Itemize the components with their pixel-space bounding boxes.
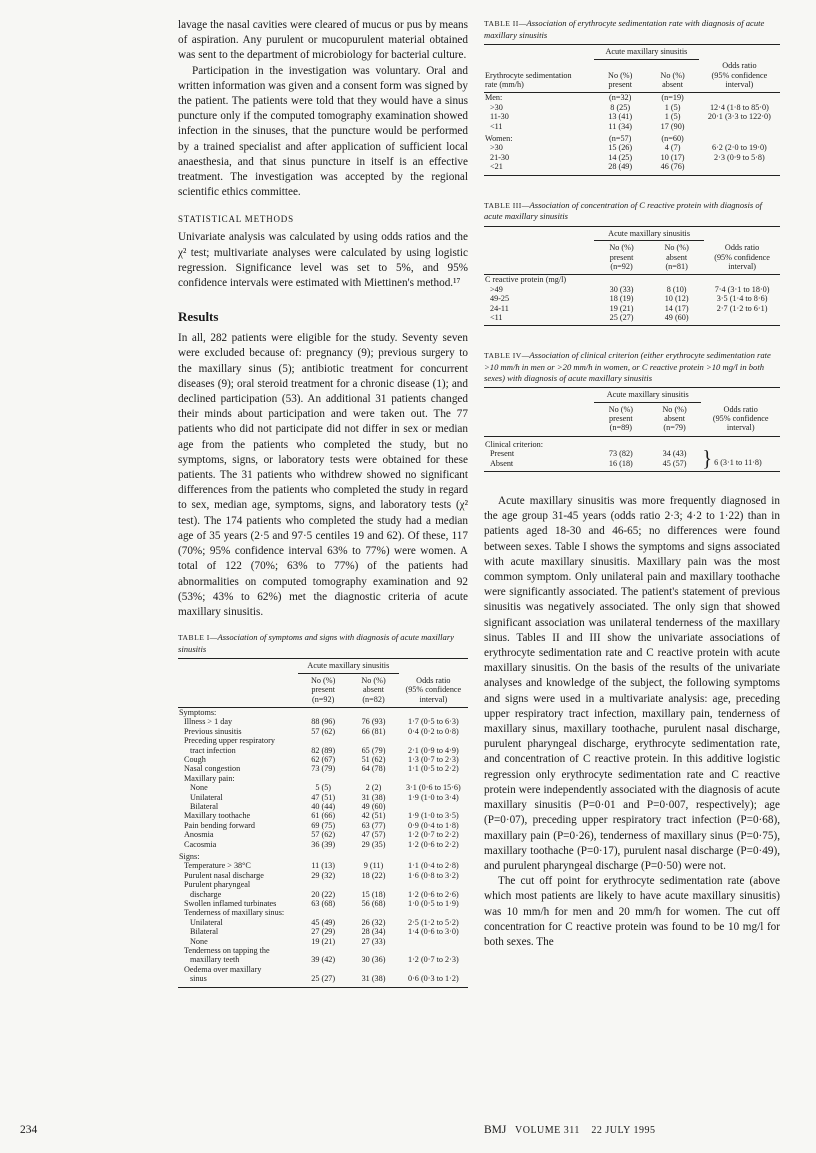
table1-cell-odds-ratio (399, 908, 468, 917)
table1-cell-absent: 29 (35) (361, 839, 386, 849)
table3-row-label: 49-25 (490, 294, 510, 304)
table1-row-label: discharge (190, 889, 222, 899)
table-row (484, 449, 780, 458)
table1-cell-present: 25 (27) (311, 974, 336, 984)
table4-caption (484, 350, 780, 383)
table-row (178, 974, 468, 983)
table3-cell-absent: 14 (17) (664, 303, 689, 313)
table1-cell-present (298, 849, 348, 861)
table-row (178, 840, 468, 849)
table1-cell-present: 19 (21) (311, 936, 336, 946)
table2-cell-absent: 4 (7) (664, 143, 681, 153)
table1-cell-odds-ratio: 1·6 (0·8 to 3·2) (407, 870, 459, 880)
table1-cell-present: 20 (22) (311, 889, 336, 899)
table3-cell-odds-ratio (704, 313, 780, 322)
table1-cell-absent: 15 (18) (361, 889, 386, 899)
table1-cell-absent: 49 (60) (361, 801, 386, 811)
table2-cell-odds-ratio: 20·1 (3·3 to 122·0) (707, 112, 771, 122)
table2 (484, 44, 780, 175)
table1-cell-odds-ratio: 1·2 (0·7 to 2·2) (407, 830, 459, 840)
table-row (178, 830, 468, 839)
statistical-methods-paragraph: Univariate analysis was calculated by using odds ratios and the χ² test; multivariate analyses were calculated by using logistic regression. Significance level was set to 5%, and 95% confidence intervals were estimated with Miettinen's method.¹⁷ (178, 231, 468, 290)
table1-cell-odds-ratio: 1·7 (0·5 to 6·3) (407, 717, 459, 727)
table1-cell-odds-ratio: 2·5 (1·2 to 5·2) (407, 917, 459, 927)
table1 (178, 658, 468, 987)
table1-row-label: Preceding upper respiratory (184, 736, 275, 746)
table1-cell-absent: 18 (22) (361, 870, 386, 880)
table1-cell-odds-ratio: 1·0 (0·5 to 1·9) (407, 899, 459, 909)
table2-group-header: Acute maxillary sinusitis (594, 45, 699, 59)
table2-cell-odds-ratio: 2·3 (0·9 to 5·8) (714, 152, 765, 162)
table1-cell-absent (348, 880, 398, 889)
table1-row-label: Tenderness on tapping the (184, 946, 270, 956)
table3-cell-absent: 10 (12) (664, 294, 689, 304)
table1-row-label: Cough (184, 754, 206, 764)
table1-col-present: No (%) present (n=92) (298, 673, 348, 707)
table3-cell-odds-ratio: 3·5 (1·4 to 8·6) (716, 294, 768, 304)
table2-cell-present: (n=57) (609, 133, 632, 143)
table1-cell-absent: 63 (77) (361, 820, 386, 830)
table1-col-odds-ratio: Odds ratio (95% confidence interval) (399, 673, 468, 707)
table1-cell-absent (348, 965, 398, 974)
table-row (178, 755, 468, 764)
table3-cell-present (594, 275, 649, 285)
table1-cell-odds-ratio (399, 849, 468, 861)
table1-row-label: Nasal congestion (184, 764, 241, 774)
table1-row-label: Maxillary toothache (184, 811, 251, 821)
table-row (178, 918, 468, 927)
table1-cell-present: 47 (51) (311, 792, 336, 802)
table1-row-label: Previous sinusitis (184, 726, 242, 736)
table2-col-present: No (%) present (594, 59, 646, 93)
table3-cell-present: 19 (21) (609, 303, 634, 313)
table1-cell-absent (348, 774, 398, 783)
table2-cell-absent: 1 (5) (664, 112, 681, 122)
table1-cell-present (298, 736, 348, 745)
table2-cell-present: (n=32) (609, 93, 632, 103)
table4-col-odds-ratio: Odds ratio (95% confidence interval) (701, 402, 780, 436)
table3-cell-odds-ratio: 2·7 (1·2 to 6·1) (716, 303, 768, 313)
table4-col-absent: No (%) absent (n=79) (648, 402, 702, 436)
table1-cell-absent: 28 (34) (361, 927, 386, 937)
table1-row-label: Unilateral (190, 917, 223, 927)
table-row (484, 112, 780, 121)
table1-group-header: Acute maxillary sinusitis (298, 659, 399, 673)
table-row (178, 774, 468, 783)
table2-cell-absent: (n=19) (661, 93, 684, 103)
table3-col-absent: No (%) absent (n=81) (649, 241, 704, 275)
table2-cell-absent: 17 (90) (660, 121, 685, 131)
table1-cell-present: 27 (29) (311, 927, 336, 937)
discussion-paragraph-2: The cut off point for erythrocyte sedimentation rate (above which most patients are likely to have acute maxillary sinusitis) was 10 mm/h for men and 20 mm/h for women. The cut off concentration for C reactive protein was found to be 10 mg/l for both sexes. The (484, 875, 780, 948)
table1-row-label: Illness > 1 day (184, 717, 233, 727)
table-row (178, 727, 468, 736)
intro-paragraph-1: lavage the nasal cavities were cleared of mucus or pus by means of aspiration. Any purulent or mucopurulent material obtained was sent to the department of microbiology for bacterial culture. (178, 19, 468, 62)
table1-cell-absent: 31 (38) (361, 792, 386, 802)
table1-cell-odds-ratio: 3·1 (0·6 to 15·6) (405, 783, 461, 793)
table1-cell-absent (348, 849, 398, 861)
table3-caption-text: —Association of concentration of C reactive protein with diagnosis of acute maxillary sinusitis (484, 199, 763, 222)
table-row (484, 93, 780, 103)
table4-cell-present: 73 (82) (608, 449, 633, 459)
table3-group-header: Acute maxillary sinusitis (594, 226, 704, 240)
table3-caption (484, 200, 780, 222)
table-row (484, 285, 780, 294)
table1-row-label: Cacosmia (184, 839, 217, 849)
table-row (178, 736, 468, 745)
table1-cell-odds-ratio: 2·1 (0·9 to 4·9) (407, 745, 459, 755)
table3-cell-present: 25 (27) (609, 313, 634, 322)
table1-cell-odds-ratio (399, 937, 468, 946)
table1-col-absent: No (%) absent (n=82) (348, 673, 398, 707)
table-row (484, 122, 780, 131)
table-row (178, 965, 468, 974)
table-row (178, 717, 468, 726)
table2-row-label: 21-30 (490, 152, 510, 162)
table2-col-absent: No (%) absent (646, 59, 698, 93)
table1-cell-odds-ratio: 1·3 (0·7 to 2·3) (407, 754, 459, 764)
table1-cell-present: 62 (67) (311, 754, 336, 764)
table-row (484, 294, 780, 303)
table4-caption-text: —Association of clinical criterion (either erythrocyte sedimentation rate >10 mm/h in men or >20 mm/h in women, or C reactive protein >10 mg/l in both sexes) with diagnosis of acute maxillary sinusitis (484, 350, 771, 383)
table3-row-label: >49 (490, 284, 503, 294)
table-row (178, 880, 468, 889)
table2-cell-present: 11 (34) (608, 121, 632, 131)
table2-col-odds-ratio: Odds ratio (95% confidence interval) (699, 59, 780, 93)
table1-cell-odds-ratio: 0·9 (0·4 to 1·8) (407, 820, 459, 830)
table4-cell-absent: 34 (43) (662, 449, 687, 459)
table1-cell-odds-ratio (399, 774, 468, 783)
table1-cell-present: 5 (5) (315, 783, 332, 793)
statistical-methods-heading: STATISTICAL METHODS (178, 214, 294, 225)
table1-row-label: Tenderness of maxillary sinus: (184, 908, 285, 918)
table1-cell-present: 88 (96) (311, 717, 336, 727)
table1-cell-absent: 26 (32) (361, 917, 386, 927)
table3-cell-absent (649, 275, 704, 285)
right-column (484, 18, 780, 950)
table1-cell-present: 69 (75) (311, 820, 336, 830)
table3-row-label: 24-11 (490, 303, 509, 313)
brace-glyph: } (702, 446, 713, 471)
table1-cell-present: 39 (42) (311, 955, 336, 965)
table2-cell-odds-ratio: 12·4 (1·8 to 85·0) (709, 102, 769, 112)
table1-cell-odds-ratio (399, 880, 468, 889)
table1-cell-absent: 76 (93) (361, 717, 386, 727)
table1-cell-odds-ratio: 1·4 (0·6 to 3·0) (407, 927, 459, 937)
table1-row-label: Bilateral (190, 801, 219, 811)
table2-row-header: Erythrocyte sedimentation rate (mm/h) (484, 59, 594, 93)
table2-cell-odds-ratio: 6·2 (2·0 to 19·0) (711, 143, 767, 153)
table1-cell-present (298, 774, 348, 783)
table3-cell-present: 18 (19) (609, 294, 634, 304)
table-row (178, 927, 468, 936)
table4-row-group: Clinical criterion: (485, 439, 543, 449)
table1-label: TABLE I (178, 633, 210, 643)
table-row (484, 143, 780, 152)
table2-row-label: 11-30 (490, 112, 509, 122)
table1-cell-odds-ratio: 1·2 (0·7 to 2·3) (407, 955, 459, 965)
table1-cell-absent: 9 (11) (363, 861, 384, 871)
table1-cell-present: 61 (66) (311, 811, 336, 821)
table1-cell-absent (348, 908, 398, 917)
table2-cell-present: 15 (26) (608, 143, 633, 153)
table3-row-label: C reactive protein (mg/l) (485, 275, 567, 285)
table2-cell-present: 14 (25) (608, 152, 633, 162)
table4-odds-ratio-value: 6 (3·1 to 11·8) (714, 457, 762, 467)
table1-caption-text: —Association of symptoms and signs with diagnosis of acute maxillary sinusitis (178, 632, 455, 654)
table1-cell-absent: 51 (62) (361, 754, 386, 764)
table2-cell-odds-ratio (699, 162, 780, 171)
table4-cell-present: 16 (18) (608, 458, 633, 468)
table-row (484, 131, 780, 143)
table3-body (484, 275, 780, 326)
table1-cell-present: 57 (62) (311, 830, 336, 840)
table4-odds-ratio-cell (701, 446, 780, 471)
table1-cell-odds-ratio (399, 946, 468, 955)
table1-cell-odds-ratio: 1·9 (1·0 to 3·4) (407, 792, 459, 802)
table4 (484, 387, 780, 472)
table1-row-label: Purulent pharyngeal (184, 880, 251, 890)
table2-row-label: <21 (490, 162, 503, 172)
table3-cell-absent: 8 (10) (666, 284, 687, 294)
table2-cell-absent: 10 (17) (660, 152, 685, 162)
table1-row-label: None (190, 783, 208, 793)
table1-cell-odds-ratio: 0·6 (0·3 to 1·2) (407, 974, 459, 984)
table1-cell-present (298, 880, 348, 889)
page-number: 234 (20, 1124, 38, 1136)
table1-cell-present: 73 (79) (311, 764, 336, 774)
table2-caption-text: —Association of erythrocyte sedimentation rate with diagnosis of acute maxillary sinusitis (484, 18, 765, 40)
intro-paragraph-2: Participation in the investigation was voluntary. Oral and written information was given and a consent form was signed by the patient. The patients were told that they would have a sinus puncture only if the computed tomography examination showed infection in the sinuses, that the puncture would be performed by a trained specialist and after application of sufficient local anaesthesia, and that sinus puncture in itself is an effective treatment. The investigation was accepted by the regional scientific ethics committee. (178, 64, 468, 199)
table2-label: TABLE II (484, 19, 519, 28)
table2-row-label: Men: (485, 93, 503, 103)
table-row (178, 937, 468, 946)
table1-cell-odds-ratio (399, 965, 468, 974)
table1-cell-present: 82 (89) (311, 745, 336, 755)
table3-label: TABLE III (484, 200, 522, 210)
discussion-paragraph-1: Acute maxillary sinusitis was more frequently diagnosed in the age group 31-45 years (odds ratio 2·3; 4·2 to 1·22) than in patients aged 18-30 and 46-65; no differences were found between sexes. Table I shows the symptoms and signs associated with acute maxillary sinusitis. Maxillary pain was the most common symptom. Only unilateral pain and maxillary toothache were significantly associated. The patient's statement of previous sinusitis was negatively associated. The only sign that showed significant association was unilateral tenderness of the maxillary sinus. Tables II and III show the univariate associations of erythrocyte sedimentation rate and C reactive protein with acute maxillary sinusitis. On the basis of the results of the univariate analyses and knowledge of the subject, the following symptoms and signs were used in a multivariate analysis: age, preceding upper respiratory tract infection, maxillary pain, tenderness of maxillary sinus, maxillary toothache, purulent nasal discharge, purulent pharyngeal discharge, erythrocyte sedimentation rate, and concentration of C reactive protein. In this additive logistic regression only erythrocyte sedimentation rate and C reactive protein were independently associated with the diagnosis of acute maxillary sinusitis (P=0·01 and P=0·007, respectively); age (P=0·07), preceding upper respiratory tract infection (P=0·68), maxillary pain (P=0·26), tenderness of maxillary sinus (P=0·75), maxillary toothache (P=0·17), purulent nasal discharge (P=0·49), and purulent pharyngeal discharge (P=0·50) were not. (484, 495, 780, 872)
table-row (178, 899, 468, 908)
table1-cell-odds-ratio (399, 802, 468, 811)
table-row (484, 162, 780, 171)
table1-cell-present (298, 707, 348, 717)
table1-row-label: tract infection (190, 745, 236, 755)
table-row (484, 313, 780, 322)
table1-row-label: Purulent nasal discharge (184, 870, 264, 880)
table4-label: TABLE IV (484, 351, 522, 361)
table-row (178, 946, 468, 955)
table1-cell-present: 11 (13) (311, 861, 335, 871)
table1-row-label: Symptoms: (179, 707, 217, 717)
table2-cell-odds-ratio (699, 93, 780, 103)
table2-cell-absent: 46 (76) (660, 162, 685, 172)
table1-row-label: sinus (190, 974, 207, 984)
table1-cell-absent: 66 (81) (361, 726, 386, 736)
left-column (178, 18, 468, 988)
table3-col-odds-ratio: Odds ratio (95% confidence interval) (704, 241, 780, 275)
journal-date: 22 JULY 1995 (591, 1125, 656, 1136)
table1-row-label: Temperature > 38°C (184, 861, 251, 871)
table4-body (484, 436, 780, 471)
table-row (178, 849, 468, 861)
table-row (178, 811, 468, 820)
table2-body (484, 93, 780, 175)
table4-cell-absent: 45 (57) (662, 458, 687, 468)
table-row (178, 793, 468, 802)
table1-cell-absent: 64 (78) (361, 764, 386, 774)
table3-col-present: No (%) present (n=92) (594, 241, 649, 275)
table-row (484, 304, 780, 313)
table3-row-label: <11 (490, 313, 503, 322)
table3-cell-present: 30 (33) (609, 284, 634, 294)
table1-cell-present: 63 (68) (311, 899, 336, 909)
journal-footer (484, 1124, 655, 1136)
table1-cell-odds-ratio: 1·2 (0·6 to 2·6) (407, 889, 459, 899)
table1-row-label: Pain bending forward (184, 820, 255, 830)
table-row (178, 746, 468, 755)
table1-cell-absent: 42 (51) (361, 811, 386, 821)
table2-cell-odds-ratio (699, 131, 780, 143)
table3-cell-odds-ratio (704, 275, 780, 285)
table1-row-label: Swollen inflamed turbinates (184, 899, 277, 909)
table1-row-label: Signs: (179, 852, 200, 862)
table1-cell-present: 36 (39) (311, 839, 336, 849)
results-paragraph: In all, 282 patients were eligible for the study. Seventy seven were excluded because of: pregnancy (9); previous surgery to the maxillary sinus (5); antibiotic treatment for concurrent diseases (9); oral steroid treatment for a chronic disease (1); and declined participation (53). An additional 31 patients changed their minds about participation and were taken out. The 77 patients who did not participate did not differ in sex or median age from the patients who completed the study, but no symptoms, signs, or laboratory tests were obtained for these patients. The 31 patients who withdrew showed no significant differences from the patients who completed the study in regard to sex, median age, symptoms, signs, and laboratory tests (χ² test). The 174 patients who completed the study had a median age of 35 years (2·5 and 97·5 centiles 19 and 62). Of these, 117 (70%; 95% confidence interval 63% to 77%) were women. A total of 122 (70%; 63% to 77%) of the patients had abnormalities on computed tomography examination and 92 (53%; 43% to 62%) met the diagnostic criteria of acute maxillary sinusitis. (178, 332, 468, 618)
journal-volume: VOLUME 311 (515, 1125, 580, 1136)
table4-col-present: No (%) present (n=89) (594, 402, 648, 436)
table1-cell-present: 40 (44) (311, 801, 336, 811)
table3-cell-absent: 49 (60) (664, 313, 689, 322)
table1-row-label: Oedema over maxillary (184, 964, 262, 974)
table2-row-label: >30 (490, 102, 503, 112)
table-row (178, 707, 468, 717)
table-row (178, 955, 468, 964)
table1-cell-absent: 65 (79) (361, 745, 386, 755)
table2-cell-present: 8 (25) (610, 102, 631, 112)
table1-cell-odds-ratio (399, 707, 468, 717)
table2-row-label: Women: (485, 133, 513, 143)
table1-cell-absent: 56 (68) (361, 899, 386, 909)
table4-group-header: Acute maxillary sinusitis (594, 388, 701, 402)
table1-cell-odds-ratio: 1·1 (0·4 to 2·8) (407, 861, 459, 871)
table1-row-label: Bilateral (190, 927, 219, 937)
table1-cell-present: 29 (32) (311, 870, 336, 880)
table1-cell-absent: 47 (57) (361, 830, 386, 840)
table1-cell-absent: 2 (2) (365, 783, 382, 793)
table1-cell-absent (348, 736, 398, 745)
table-row (178, 764, 468, 773)
results-heading: Results (178, 309, 219, 325)
journal-name: BMJ (484, 1124, 507, 1136)
table-row (178, 821, 468, 830)
table-row (484, 103, 780, 112)
table2-cell-present: 13 (41) (608, 112, 633, 122)
table1-row-label: None (190, 936, 208, 946)
table2-row-label: <11 (490, 121, 503, 131)
table1-cell-absent: 30 (36) (361, 955, 386, 965)
table2-row-label: >30 (490, 143, 503, 153)
table2-cell-absent: 1 (5) (664, 102, 681, 112)
table-row (178, 890, 468, 899)
table2-cell-odds-ratio (699, 122, 780, 131)
table1-cell-odds-ratio: 1·1 (0·5 to 2·2) (407, 764, 459, 774)
table1-cell-present: 45 (49) (311, 917, 336, 927)
table1-row-label: maxillary teeth (190, 955, 240, 965)
table1-row-label: Maxillary pain: (184, 773, 235, 783)
table-row (484, 153, 780, 162)
table1-caption (178, 632, 468, 654)
table1-cell-odds-ratio (399, 736, 468, 745)
table1-row-label: Anosmia (184, 830, 214, 840)
table1-row-label: Unilateral (190, 792, 223, 802)
table-row (178, 783, 468, 792)
table1-cell-odds-ratio: 1·9 (1·0 to 3·5) (407, 811, 459, 821)
table1-cell-odds-ratio: 1·2 (0·6 to 2·2) (407, 839, 459, 849)
table1-body (178, 707, 468, 987)
table4-row-label: Present (490, 449, 515, 459)
table1-cell-absent (348, 707, 398, 717)
table1-cell-absent: 27 (33) (361, 936, 386, 946)
table3-cell-odds-ratio: 7·4 (3·1 to 18·0) (714, 284, 770, 294)
table1-cell-present: 57 (62) (311, 726, 336, 736)
table1-cell-present (298, 946, 348, 955)
table2-cell-absent: (n=60) (661, 133, 684, 143)
table1-cell-present (298, 908, 348, 917)
table-row (178, 861, 468, 870)
table1-cell-absent: 31 (38) (361, 974, 386, 984)
table-row (178, 908, 468, 917)
table2-caption (484, 18, 780, 40)
table-row (178, 871, 468, 880)
table1-cell-odds-ratio: 0·4 (0·2 to 0·8) (407, 726, 459, 736)
table-row (484, 275, 780, 285)
table4-row-label: Absent (490, 458, 514, 468)
table2-cell-present: 28 (49) (608, 162, 633, 172)
table3 (484, 226, 780, 327)
table1-cell-present (298, 965, 348, 974)
table1-cell-absent (348, 946, 398, 955)
table-row (178, 802, 468, 811)
